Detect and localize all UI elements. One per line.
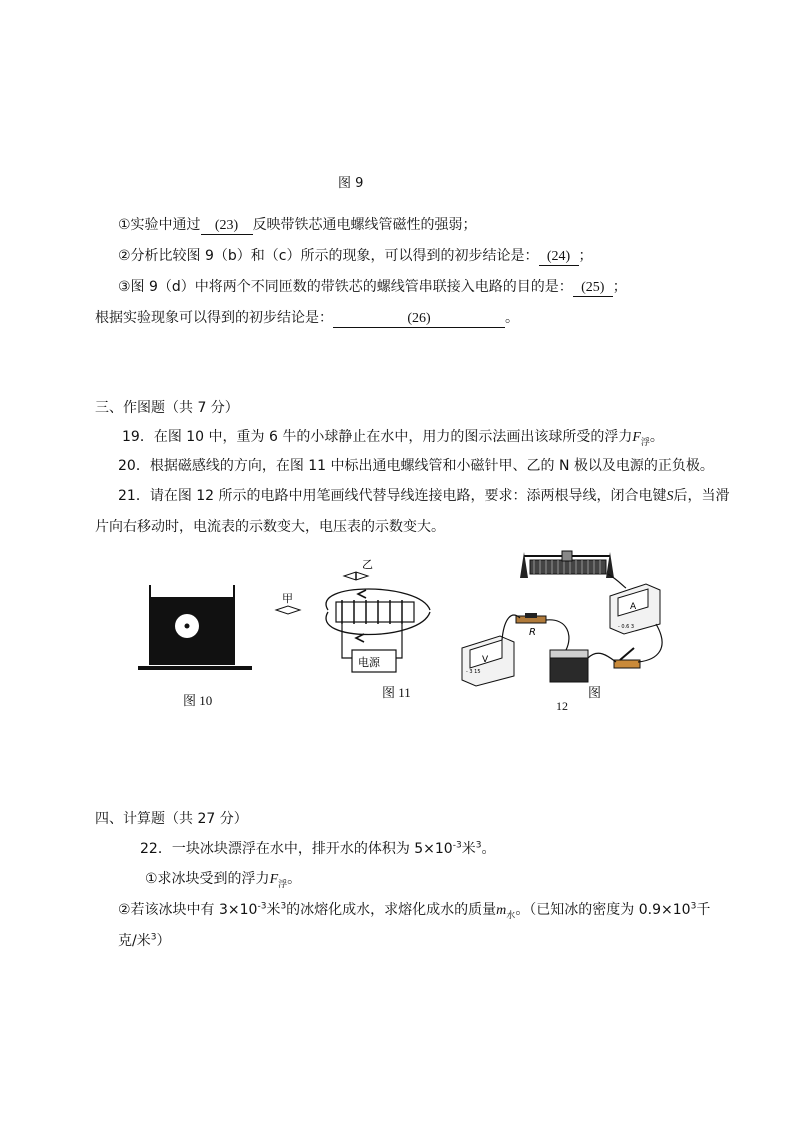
fig11-wire-left — [342, 624, 352, 658]
section3-heading: 三、作图题（共 7 分） — [95, 400, 239, 416]
fig11-wire-right — [396, 624, 402, 658]
blank-25: (25) — [573, 280, 613, 297]
q22-2-pre: ②若该冰块中有 3×10 — [118, 902, 258, 918]
fig11-arrow-top — [358, 590, 366, 598]
q22-1-text: ①求冰块受到的浮力 — [145, 871, 270, 887]
q22-2-exp2: 3 — [280, 901, 287, 912]
fig12-voltmeter-label: V — [482, 655, 489, 665]
fig12-wire-rheostat-ammeter — [608, 574, 626, 588]
blank-24: (24) — [539, 249, 579, 266]
q-fig9-line2-pre: ②分析比较图 9（b）和（c）所示的现象，可以得到的初步结论是： — [118, 248, 539, 264]
fig11-label-jia: 甲 — [282, 592, 293, 605]
fig11-caption: 图 11 — [382, 685, 411, 700]
q21-line2: 片向右移动时，电流表的示数变大，电压表的示数变大。 — [95, 519, 445, 535]
q22-2-line2-text: 克/米 — [118, 933, 151, 949]
fig12-rheostat-coil — [530, 560, 606, 574]
q-fig9-line1 — [118, 214, 477, 235]
fig12-battery-body — [550, 656, 588, 682]
q22-2-line1 — [118, 899, 710, 921]
q22-text: 22．一块冰块漂浮在水中，排开水的体积为 5×10 — [140, 841, 453, 857]
q22-2-sub: 水 — [506, 910, 516, 921]
fig12-ammeter — [610, 584, 660, 634]
blank-23: (23) — [201, 218, 253, 235]
fig12-ammeter-label: A — [630, 602, 637, 612]
q22-1 — [145, 868, 301, 890]
q19-text: 19．在图 10 中，重为 6 牛的小球静止在水中，用力的图示法画出该球所受的浮力 — [122, 429, 633, 445]
q19-post: 。 — [649, 429, 664, 445]
q22-2-text2: 。（已知冰的密度为 0.9×10 — [515, 902, 691, 918]
fig12-caption-b: 12 — [556, 699, 568, 713]
fig11-needle-jia — [276, 606, 300, 614]
q-fig9-line3-pre: ③图 9（d）中将两个不同匝数的带铁芯的螺线管串联接入电路的目的是： — [118, 279, 573, 295]
q-fig9-line2-post: ； — [578, 248, 593, 264]
q22-2-var: m — [496, 903, 507, 918]
fig12-resistor-label: R — [529, 627, 536, 638]
q20: 20．根据磁感线的方向，在图 11 中标出通电螺线管和小磁针甲、乙的 N 极以及电源的正负极。 — [118, 458, 714, 474]
fig12-switch — [614, 648, 640, 668]
q22-post: 。 — [481, 841, 496, 857]
fig12-voltmeter — [462, 636, 514, 686]
fig11-power-label: 电源 — [358, 656, 380, 669]
q-fig9-line4 — [95, 307, 519, 328]
fig12-diagram — [458, 548, 678, 696]
q22-1-post: 。 — [287, 871, 302, 887]
fig12-switch-base — [614, 660, 640, 668]
q-fig9-line4-pre: 根据实验现象可以得到的初步结论是： — [95, 310, 333, 326]
fig10-diagram — [130, 575, 260, 675]
q-fig9-line1-pre: ①实验中通过 — [118, 217, 201, 233]
fig12-rheostat — [520, 551, 614, 578]
q-fig9-line1-post: 反映带铁芯通电螺线管磁性的强弱； — [252, 217, 477, 233]
fig12-rheostat-slider — [562, 551, 572, 561]
section4-heading: 四、计算题（共 27 分） — [95, 811, 248, 827]
q21-var: S — [666, 489, 674, 504]
fig12-resistor-body — [525, 613, 537, 618]
q22-2-line2-exp: 3 — [150, 932, 157, 943]
q22-1-var: F — [269, 872, 279, 887]
fig11-label-yi: 乙 — [362, 558, 373, 571]
q21-line1-post: 后，当滑 — [673, 488, 730, 504]
q21-line1-pre: 21．请在图 12 所示的电路中用笔画线代替导线连接电路，要求：添两根导线，闭合电键 — [118, 488, 667, 504]
fig12-wire-battery-switch — [588, 653, 616, 662]
fig12-wire-resistor-battery — [546, 620, 569, 650]
fig9-caption: 图 9 — [338, 176, 364, 191]
q-fig9-line4-post: 。 — [505, 310, 519, 326]
fig12-battery — [550, 650, 588, 682]
q22 — [140, 838, 495, 858]
q19-sub: 浮 — [640, 437, 650, 448]
q19-var: F — [632, 430, 641, 445]
fig12-battery-top — [550, 650, 588, 658]
q19 — [122, 426, 664, 448]
fig10-ball-center — [185, 624, 190, 629]
q22-exp2: 3 — [475, 840, 482, 851]
q22-1-sub: 浮 — [278, 879, 288, 890]
fig12-caption-a: 图 — [588, 685, 602, 700]
q-fig9-line2 — [118, 245, 593, 266]
q22-2-line2 — [118, 930, 170, 950]
fig12-ammeter-terminals: - 0.6 3 — [618, 624, 635, 630]
q22-exp: -3 — [452, 840, 462, 851]
fig12-voltmeter-terminals: - 3 15 — [466, 669, 481, 675]
fig11-arrow-bottom — [356, 634, 364, 642]
q22-2-mid: 米 — [266, 902, 281, 918]
q21-line1 — [118, 485, 730, 505]
fig11-diagram — [270, 552, 445, 682]
q-fig9-line3 — [118, 276, 627, 297]
q22-2-exp: -3 — [257, 901, 267, 912]
fig12-wire-ammeter-switch — [638, 624, 662, 662]
fig12-switch-blade — [620, 648, 634, 660]
fig10-caption: 图 10 — [183, 693, 213, 708]
q22-mid: 米 — [461, 841, 476, 857]
q22-2-exp3: 3 — [690, 901, 697, 912]
q22-2-end: 千 — [696, 902, 711, 918]
blank-26: (26) — [333, 311, 505, 328]
q22-2-line2-end: ） — [156, 933, 171, 949]
q-fig9-line3-post: ； — [612, 279, 627, 295]
q22-2-text: 的冰熔化成水，求熔化成水的质量 — [286, 902, 497, 918]
